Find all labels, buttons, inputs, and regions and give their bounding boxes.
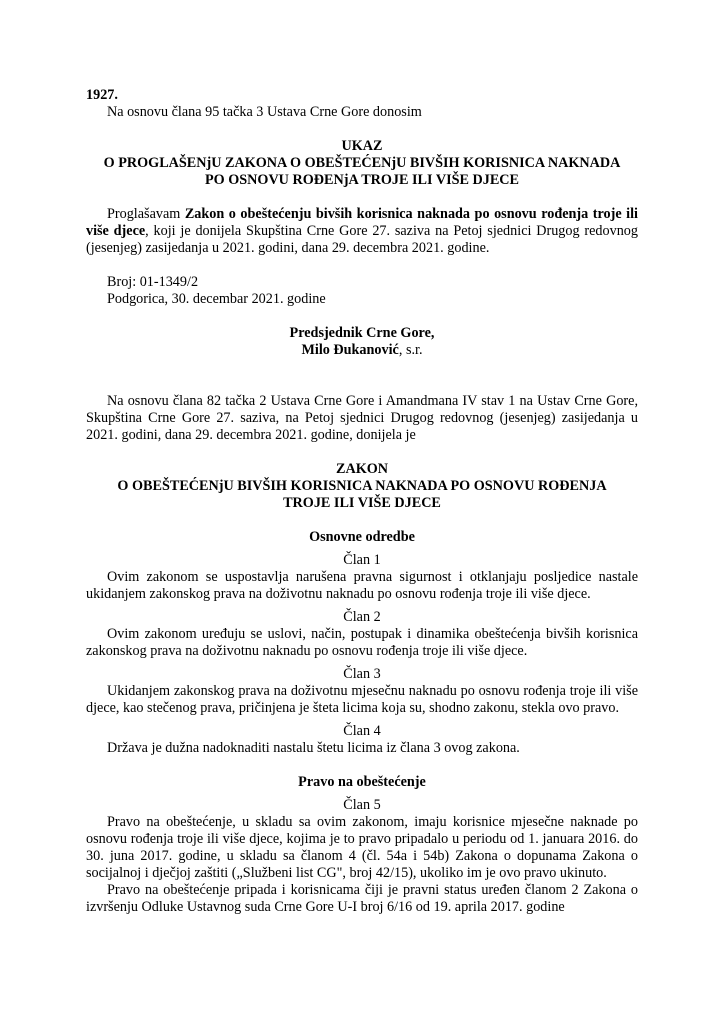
ukaz-preamble: Na osnovu člana 95 tačka 3 Ustava Crne Gore donosim xyxy=(107,104,422,120)
signatory-suffix: , s.r. xyxy=(398,342,423,358)
gazette-number: 1927. xyxy=(86,87,118,103)
article-4-text: Država je dužna nadoknaditi nastalu štetu licima iz člana 3 ovog zakona. xyxy=(107,740,520,756)
article-3-heading: Član 3 xyxy=(343,666,381,682)
zakon-title: ZAKON xyxy=(335,461,389,477)
article-5-paragraph-1: Pravo na obeštećenje, u skladu sa ovim zakonom, imaju korisnice mjesečne naknade po osnovu rođenja troje ili više djece, kojima je to pravo pripadalo u periodu od 1. januara 2016. do 30. juna 2017. godine, u skladu sa članom 4 (čl. 54a i 54b) Zakona o dopunama Zakona o socijalnoj i dječjoj zaštiti („Službeni list CG", broj 42/15), ukoliko im je ovo pravo ukinuto. xyxy=(86,814,638,881)
article-1-heading: Član 1 xyxy=(343,552,381,568)
ukaz-subtitle-line-1: O PROGLAŠENjU ZAKONA O OBEŠTEĆENjU BIVŠIH KORISNICA NAKNADA xyxy=(103,155,621,171)
article-2-text: Ovim zakonom uređuju se uslovi, način, postupak i dinamika obeštećenja bivših korisnica zakonskog prava na doživotnu naknadu po osnovu rođenja troje ili više djece. xyxy=(86,626,638,659)
ukaz-body xyxy=(86,206,638,257)
ukaz-body-law-title: Zakon o obeštećenju bivših korisnica naknada po osnovu rođenja troje ili više djece xyxy=(86,206,638,239)
zakon-preamble: Na osnovu člana 82 tačka 2 Ustava Crne Gore i Amandmana IV stav 1 na Ustav Crne Gore, Skupština Crne Gore 27. saziva, na Petoj sjednici Drugog redovnog (jesenjeg) zasijedanja u 2021. godini, dana 29. decembra 2021. godine, donijela je xyxy=(86,393,638,443)
article-1-text: Ovim zakonom se uspostavlja narušena pravna sigurnost i otklanjaju posljedice nastale ukidanjem zakonskog prava na doživotnu naknadu po osnovu rođenja troje ili više djece. xyxy=(86,569,638,602)
signatory-name: Milo Đukanović xyxy=(301,342,399,358)
article-3-text: Ukidanjem zakonskog prava na doživotnu mjesečnu naknadu po osnovu rođenja troje ili više djece, kao stečenog prava, pričinjena je šteta licima koja su, shodno zakonu, stekla ovo pravo. xyxy=(86,683,638,716)
ukaz-subtitle-line-2: PO OSNOVU ROĐENjA TROJE ILI VIŠE DJECE xyxy=(204,172,520,188)
ukaz-body-lead: Proglašavam xyxy=(107,206,185,222)
document-content xyxy=(86,87,638,916)
zakon-subtitle-line-1: O OBEŠTEĆENjU BIVŠIH KORISNICA NAKNADA PO OSNOVU ROĐENJA xyxy=(117,478,607,494)
article-2-heading: Član 2 xyxy=(343,609,381,625)
article-5-paragraph-2: Pravo na obeštećenje pripada i korisnicama čiji je pravni status uređen članom 2 Zakona o izvršenju Odluke Ustavnog suda Crne Gore U-I broj 6/16 od 19. aprila 2017. godine xyxy=(86,882,638,915)
ukaz-reference-number: Broj: 01-1349/2 xyxy=(107,274,199,290)
article-4-heading: Član 4 xyxy=(343,723,381,739)
signatory-line xyxy=(86,342,638,359)
ukaz-body-tail: , koji je donijela Skupština Crne Gore 27. saziva na Petoj sjednici Drugog redovnog (jesenjeg) zasijedanja u 2021. godini, dana 29. decembra 2021. godine. xyxy=(86,223,638,256)
signatory-title: Predsjednik Crne Gore, xyxy=(289,325,435,341)
section-heading-right-to-compensation: Pravo na obeštećenje xyxy=(298,774,426,790)
article-5-heading: Član 5 xyxy=(343,797,381,813)
zakon-subtitle-line-2: TROJE ILI VIŠE DJECE xyxy=(283,495,441,511)
ukaz-place-date: Podgorica, 30. decembar 2021. godine xyxy=(107,291,326,307)
section-heading-basic-provisions: Osnovne odredbe xyxy=(309,529,415,545)
ukaz-title: UKAZ xyxy=(341,138,383,154)
